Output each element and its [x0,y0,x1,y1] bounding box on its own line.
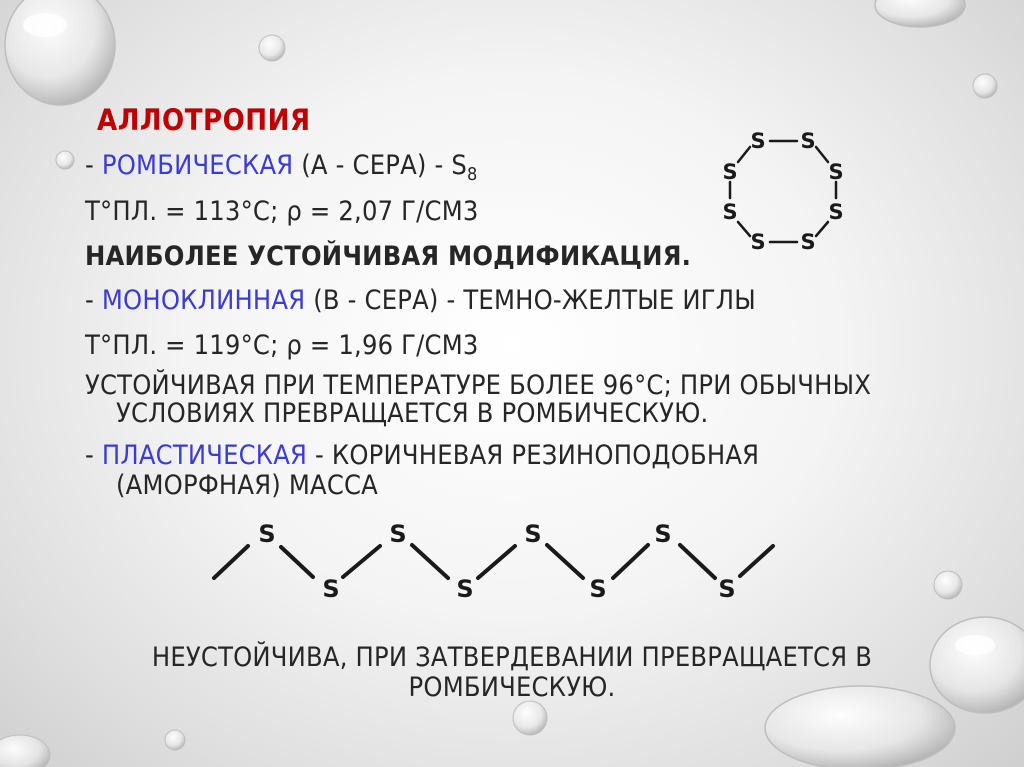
chain-atom: S [589,575,607,603]
monoclinic-rest: (В - СЕРА) - ТЕМНО-ЖЕЛТЫЕ ИГЛЫ [305,285,756,316]
monoclinic-properties: Т°ПЛ. = 119°С; ρ = 1,96 Г/СМ3 [85,330,479,361]
rhombic-name: РОМБИЧЕСКАЯ [101,150,294,181]
ring-atom: S [828,160,844,184]
ring-atom: S [722,200,738,224]
ring-atom: S [750,230,766,254]
chain-atom: S [524,520,542,548]
rhombic-prefix: - [85,150,102,181]
ring-atom: S [750,129,766,153]
plastic-line-2: (АМОРФНАЯ) МАССА [116,470,378,501]
plastic-prefix: - [85,440,102,471]
chain-atom: S [456,575,474,603]
slide-title: АЛЛОТРОПИЯ [97,103,311,137]
rhombic-subscript: 8 [467,164,478,185]
plastic-rest: - КОРИЧНЕВАЯ РЕЗИНОПОДОБНАЯ [307,440,760,471]
rhombic-properties: Т°ПЛ. = 113°С; ρ = 2,07 Г/СМ3 [85,196,479,227]
ring-atom: S [800,230,816,254]
chain-atom: S [389,520,407,548]
monoclinic-note-line-1: УСТОЙЧИВАЯ ПРИ ТЕМПЕРАТУРЕ БОЛЕЕ 96°С; ПРИ ОБЫЧНЫХ [85,370,872,401]
chain-atom: S [654,520,672,548]
ring-atom: S [828,200,844,224]
rhombic-rest: (А - СЕРА) - S [293,150,468,181]
monoclinic-name: МОНОКЛИННАЯ [101,285,306,316]
ring-atom: S [800,129,816,153]
plastic-name: ПЛАСТИЧЕСКАЯ [101,440,308,471]
ring-atom: S [722,160,738,184]
chain-bonds [214,545,773,578]
plastic-note-line-2: РОМБИЧЕСКУЮ. [408,672,616,703]
rhombic-note: НАИБОЛЕЕ УСТОЙЧИВАЯ МОДИФИКАЦИЯ. [85,241,692,272]
monoclinic-note-line-2: УСЛОВИЯХ ПРЕВРАЩАЕТСЯ В РОМБИЧЕСКУЮ. [116,398,709,429]
chain-atom: S [718,575,736,603]
chain-atom: S [322,575,340,603]
monoclinic-prefix: - [85,285,102,316]
chain-atom: S [258,520,276,548]
plastic-chain-diagram [214,520,773,603]
s8-ring-diagram [722,129,843,254]
ring-bonds [730,141,836,242]
plastic-note-line-1: НЕУСТОЙЧИВА, ПРИ ЗАТВЕРДЕВАНИИ ПРЕВРАЩАЕТСЯ В [151,642,873,673]
